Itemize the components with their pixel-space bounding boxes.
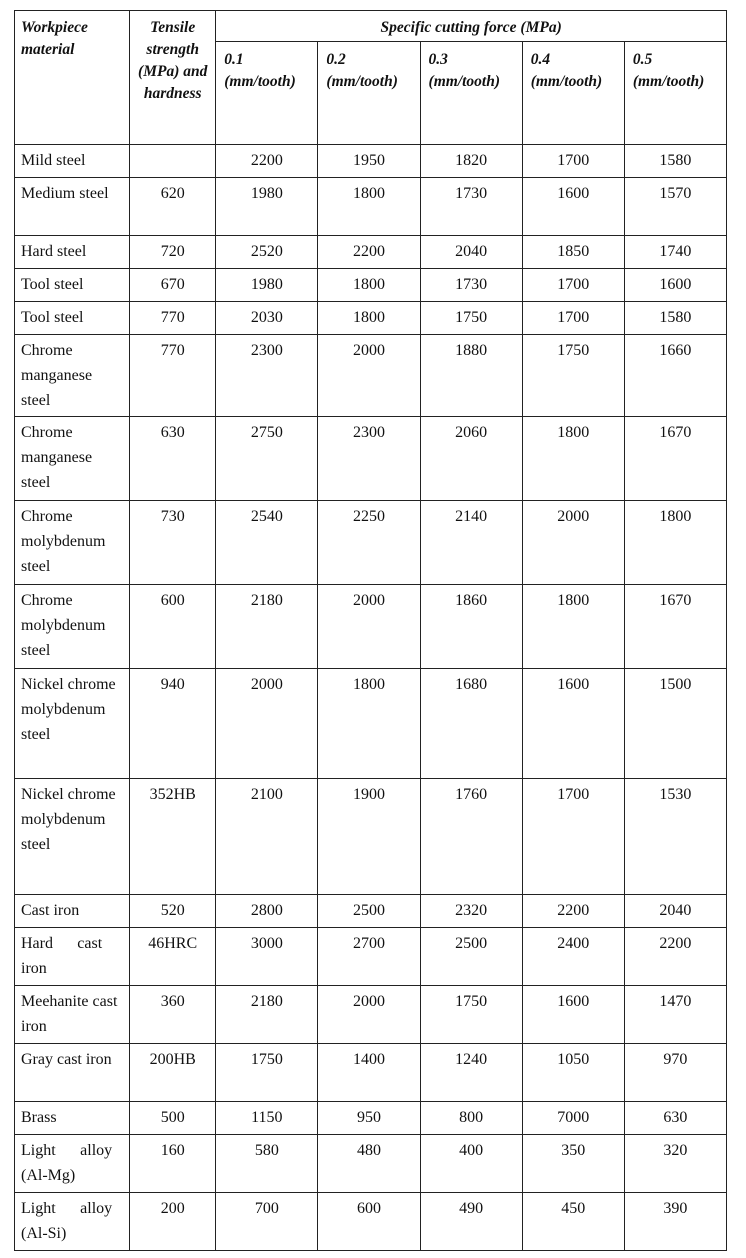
cutting-force-cell: 1750 (420, 302, 522, 335)
feed-value: 0.2 (326, 51, 346, 68)
cutting-force-cell: 2500 (318, 895, 420, 928)
tensile-cell (130, 145, 216, 178)
cutting-force-cell: 1750 (522, 335, 624, 417)
tensile-cell: 160 (130, 1135, 216, 1193)
tensile-cell: 200 (130, 1193, 216, 1251)
tensile-cell: 600 (130, 585, 216, 669)
cutting-force-cell: 950 (318, 1102, 420, 1135)
cutting-force-cell: 1900 (318, 779, 420, 895)
cutting-force-cell: 2300 (318, 417, 420, 501)
cutting-force-cell: 2180 (216, 585, 318, 669)
cutting-force-cell: 390 (624, 1193, 726, 1251)
cutting-force-cell: 2300 (216, 335, 318, 417)
cutting-force-cell: 1660 (624, 335, 726, 417)
cutting-force-cell: 1800 (522, 417, 624, 501)
cutting-force-cell: 2100 (216, 779, 318, 895)
tensile-cell: 200HB (130, 1044, 216, 1102)
table-row (15, 669, 727, 779)
table-row (15, 779, 727, 895)
feed-unit: (mm/tooth) (224, 73, 296, 90)
material-cell: Chrome manganese steel (15, 335, 130, 417)
cutting-force-cell: 450 (522, 1193, 624, 1251)
cutting-force-cell: 2320 (420, 895, 522, 928)
header-tensile-strength: Tensile strength (MPa) and hardness (130, 11, 216, 145)
cutting-force-cell: 1670 (624, 585, 726, 669)
cutting-force-cell: 580 (216, 1135, 318, 1193)
material-cell: Light alloy (Al-Si) (15, 1193, 130, 1251)
cutting-force-cell: 1750 (216, 1044, 318, 1102)
material-cell: Hard cast iron (15, 928, 130, 986)
table-body (15, 145, 727, 1251)
cutting-force-cell: 1050 (522, 1044, 624, 1102)
cutting-force-cell: 1860 (420, 585, 522, 669)
cutting-force-cell: 2000 (318, 335, 420, 417)
cutting-force-cell: 600 (318, 1193, 420, 1251)
cutting-force-cell: 1820 (420, 145, 522, 178)
cutting-force-cell: 1740 (624, 236, 726, 269)
table-row (15, 145, 727, 178)
cutting-force-cell: 3000 (216, 928, 318, 986)
tensile-cell: 940 (130, 669, 216, 779)
cutting-force-cell: 2000 (216, 669, 318, 779)
cutting-force-cell: 2520 (216, 236, 318, 269)
cutting-force-cell: 1800 (318, 178, 420, 236)
tensile-cell: 360 (130, 986, 216, 1044)
feed-value: 0.1 (224, 51, 244, 68)
cutting-force-cell: 1800 (318, 669, 420, 779)
cutting-force-cell: 1400 (318, 1044, 420, 1102)
cutting-force-cell: 1700 (522, 779, 624, 895)
header-feed-1 (318, 42, 420, 145)
cutting-force-cell: 2200 (624, 928, 726, 986)
cutting-force-cell: 2250 (318, 501, 420, 585)
cutting-force-cell: 1800 (624, 501, 726, 585)
cutting-force-cell: 1800 (318, 269, 420, 302)
material-cell: Chrome molybdenum steel (15, 585, 130, 669)
cutting-force-cell: 2700 (318, 928, 420, 986)
tensile-cell: 770 (130, 302, 216, 335)
cutting-force-cell: 2750 (216, 417, 318, 501)
material-cell: Gray cast iron (15, 1044, 130, 1102)
material-cell: Brass (15, 1102, 130, 1135)
tensile-cell: 770 (130, 335, 216, 417)
cutting-force-cell: 1800 (318, 302, 420, 335)
cutting-force-cell: 2400 (522, 928, 624, 986)
feed-unit: (mm/tooth) (530, 73, 603, 90)
table-row (15, 417, 727, 501)
cutting-force-cell: 400 (420, 1135, 522, 1193)
table-row (15, 269, 727, 302)
header-feed-3 (522, 42, 624, 145)
material-cell: Chrome molybdenum steel (15, 501, 130, 585)
table-row (15, 895, 727, 928)
cutting-force-cell: 1800 (522, 585, 624, 669)
material-cell: Meehanite cast iron (15, 986, 130, 1044)
table-row (15, 986, 727, 1044)
material-cell: Nickel chrome molybdenum steel (15, 779, 130, 895)
header-feed-4 (624, 42, 726, 145)
cutting-force-cell: 2200 (522, 895, 624, 928)
cutting-force-cell: 2040 (420, 236, 522, 269)
cutting-force-cell: 2200 (318, 236, 420, 269)
cutting-force-cell: 1980 (216, 178, 318, 236)
tensile-cell: 46HRC (130, 928, 216, 986)
cutting-force-cell: 1700 (522, 269, 624, 302)
cutting-force-cell: 2140 (420, 501, 522, 585)
cutting-force-cell: 1600 (522, 986, 624, 1044)
table-row (15, 585, 727, 669)
cutting-force-cell: 1500 (624, 669, 726, 779)
feed-value: 0.5 (632, 51, 653, 68)
tensile-cell: 630 (130, 417, 216, 501)
cutting-force-cell: 800 (420, 1102, 522, 1135)
header-workpiece-material: Workpiece material (15, 11, 130, 145)
cutting-force-cell: 1700 (522, 145, 624, 178)
table-row (15, 302, 727, 335)
cutting-force-table (14, 10, 727, 1251)
cutting-force-cell: 1530 (624, 779, 726, 895)
cutting-force-cell: 7000 (522, 1102, 624, 1135)
feed-unit: (mm/tooth) (326, 73, 398, 90)
cutting-force-cell: 2000 (522, 501, 624, 585)
header-feed-2 (420, 42, 522, 145)
table-row (15, 501, 727, 585)
cutting-force-cell: 1600 (522, 178, 624, 236)
cutting-force-cell: 1980 (216, 269, 318, 302)
cutting-force-cell: 2200 (216, 145, 318, 178)
table-row (15, 1135, 727, 1193)
cutting-force-cell: 1580 (624, 145, 726, 178)
cutting-force-cell: 2000 (318, 986, 420, 1044)
table-row (15, 178, 727, 236)
material-cell: Chrome manganese steel (15, 417, 130, 501)
material-cell: Tool steel (15, 302, 130, 335)
tensile-cell: 720 (130, 236, 216, 269)
cutting-force-cell: 2030 (216, 302, 318, 335)
material-cell: Tool steel (15, 269, 130, 302)
header-specific-cutting-force: Specific cutting force (MPa) (216, 11, 727, 42)
tensile-cell: 500 (130, 1102, 216, 1135)
cutting-force-cell: 2060 (420, 417, 522, 501)
cutting-force-cell: 1700 (522, 302, 624, 335)
cutting-force-cell: 1730 (420, 178, 522, 236)
cutting-force-cell: 2000 (318, 585, 420, 669)
header-feed-0 (216, 42, 318, 145)
cutting-force-cell: 1580 (624, 302, 726, 335)
material-cell: Light alloy (Al-Mg) (15, 1135, 130, 1193)
material-cell: Hard steel (15, 236, 130, 269)
cutting-force-cell: 1680 (420, 669, 522, 779)
material-cell: Nickel chrome molybdenum steel (15, 669, 130, 779)
table-row (15, 335, 727, 417)
tensile-cell: 730 (130, 501, 216, 585)
cutting-force-cell: 2180 (216, 986, 318, 1044)
cutting-force-cell: 320 (624, 1135, 726, 1193)
cutting-force-cell: 1760 (420, 779, 522, 895)
tensile-cell: 670 (130, 269, 216, 302)
feed-unit: (mm/tooth) (632, 73, 705, 90)
table-row (15, 1102, 727, 1135)
cutting-force-cell: 350 (522, 1135, 624, 1193)
cutting-force-cell: 1850 (522, 236, 624, 269)
cutting-force-cell: 2540 (216, 501, 318, 585)
feed-value: 0.3 (428, 51, 448, 68)
cutting-force-cell: 1750 (420, 986, 522, 1044)
cutting-force-cell: 1880 (420, 335, 522, 417)
material-cell: Medium steel (15, 178, 130, 236)
cutting-force-cell: 1950 (318, 145, 420, 178)
cutting-force-cell: 1240 (420, 1044, 522, 1102)
cutting-force-cell: 1470 (624, 986, 726, 1044)
cutting-force-cell: 700 (216, 1193, 318, 1251)
cutting-force-cell: 2500 (420, 928, 522, 986)
material-cell: Mild steel (15, 145, 130, 178)
feed-unit: (mm/tooth) (428, 73, 501, 90)
table-row (15, 236, 727, 269)
cutting-force-cell: 970 (624, 1044, 726, 1102)
feed-value: 0.4 (530, 51, 551, 68)
cutting-force-cell: 630 (624, 1102, 726, 1135)
cutting-force-cell: 1570 (624, 178, 726, 236)
cutting-force-cell: 1600 (522, 669, 624, 779)
table-header (15, 11, 727, 145)
tensile-cell: 620 (130, 178, 216, 236)
table-row (15, 1193, 727, 1251)
cutting-force-cell: 1150 (216, 1102, 318, 1135)
table-row (15, 928, 727, 986)
cutting-force-cell: 490 (420, 1193, 522, 1251)
cutting-force-cell: 480 (318, 1135, 420, 1193)
cutting-force-cell: 1600 (624, 269, 726, 302)
cutting-force-cell: 1670 (624, 417, 726, 501)
cutting-force-cell: 2800 (216, 895, 318, 928)
cutting-force-cell: 1730 (420, 269, 522, 302)
tensile-cell: 520 (130, 895, 216, 928)
table-row (15, 1044, 727, 1102)
cutting-force-cell: 2040 (624, 895, 726, 928)
material-cell: Cast iron (15, 895, 130, 928)
tensile-cell: 352HB (130, 779, 216, 895)
